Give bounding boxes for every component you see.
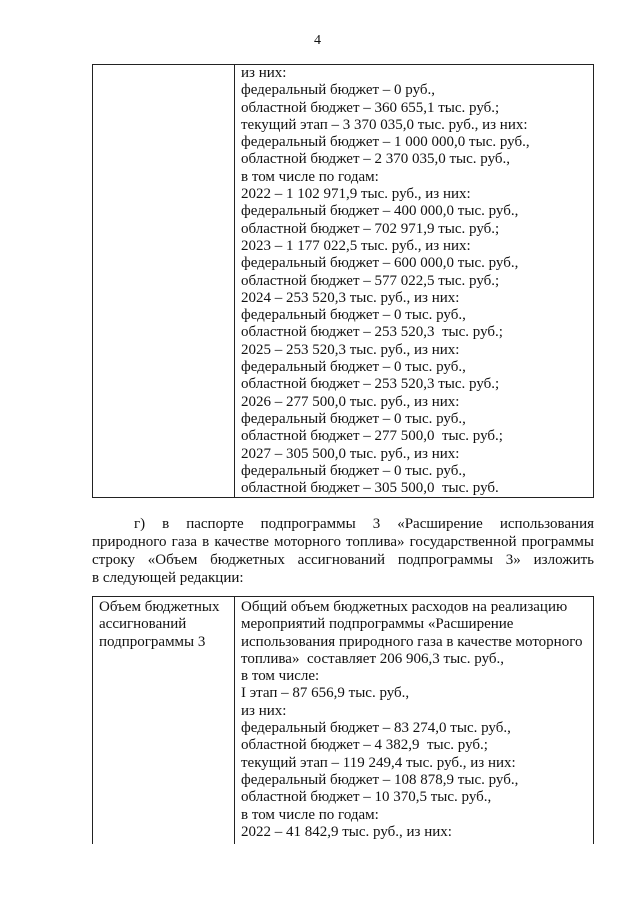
table-line: 2023 – 1 177 022,5 тыс. руб., из них: xyxy=(241,237,471,254)
table-line: из них: xyxy=(241,702,287,719)
table-line: 2022 – 1 102 971,9 тыс. руб., из них: xyxy=(241,186,471,203)
budget-table-continued xyxy=(92,64,594,498)
table-line: областной бюджет – 253 520,3 тыс. руб.; xyxy=(241,324,503,341)
table-line: текущий этап – 3 370 035,0 тыс. руб., из них: xyxy=(241,116,528,133)
table-line: федеральный бюджет – 0 тыс. руб., xyxy=(241,462,466,479)
table-line: текущий этап – 119 249,4 тыс. руб., из них: xyxy=(241,754,516,771)
table-line: 2024 – 253 520,3 тыс. руб., из них: xyxy=(241,289,460,306)
table-line: 2026 – 277 500,0 тыс. руб., из них: xyxy=(241,393,460,410)
paragraph-line: г) в паспорте подпрограммы 3 «Расширение использования xyxy=(134,516,594,532)
table-label-line: ассигнований xyxy=(99,616,187,633)
table-line: федеральный бюджет – 0 тыс. руб., xyxy=(241,359,466,376)
table2-left-cell xyxy=(93,597,235,845)
table-line: использования природного газа в качестве моторного xyxy=(241,633,583,650)
table-line: мероприятий подпрограммы «Расширение xyxy=(241,616,514,633)
table-line: Общий объем бюджетных расходов на реализацию xyxy=(241,599,568,615)
table1-left-cell xyxy=(93,65,235,498)
table-line: федеральный бюджет – 83 274,0 тыс. руб., xyxy=(241,720,511,737)
table-line: федеральный бюджет – 600 000,0 тыс. руб., xyxy=(241,255,519,272)
paragraph-line: в следующей редакции: xyxy=(92,570,244,586)
table-line: областной бюджет – 305 500,0 тыс. руб. xyxy=(241,480,499,497)
table-line: 2022 – 41 842,9 тыс. руб., из них: xyxy=(241,823,452,840)
table-label-line: подпрограммы 3 xyxy=(99,633,206,650)
paragraph-line: строку «Объем бюджетных ассигнований подпрограммы 3» изложить xyxy=(92,552,594,568)
table-line: областной бюджет – 277 500,0 тыс. руб.; xyxy=(241,428,503,445)
table-line: 2027 – 305 500,0 тыс. руб., из них: xyxy=(241,445,460,462)
table-line: областной бюджет – 577 022,5 тыс. руб.; xyxy=(241,272,500,289)
paragraph-line: природного газа в качестве моторного топлива» государственной программы xyxy=(92,534,594,550)
table2-right-cell xyxy=(235,597,594,845)
table-line: I этап – 87 656,9 тыс. руб., xyxy=(241,685,410,702)
table-line: областной бюджет – 10 370,5 тыс. руб., xyxy=(241,789,492,806)
table-line: федеральный бюджет – 0 тыс. руб., xyxy=(241,410,466,427)
table-line: областной бюджет – 702 971,9 тыс. руб.; xyxy=(241,220,500,237)
table-line: областной бюджет – 360 655,1 тыс. руб.; xyxy=(241,99,500,116)
page-number: 4 xyxy=(314,33,321,48)
table-line: 2025 – 253 520,3 тыс. руб., из них: xyxy=(241,341,460,358)
budget-allocation-table xyxy=(92,596,594,844)
table-line: федеральный бюджет – 0 тыс. руб., xyxy=(241,307,466,324)
table-line: в том числе по годам: xyxy=(241,168,379,185)
table1-right-cell xyxy=(235,65,594,498)
table-line: в том числе: xyxy=(241,668,320,685)
amendment-paragraph xyxy=(92,515,594,587)
table-line: федеральный бюджет – 108 878,9 тыс. руб., xyxy=(241,771,519,788)
table-line: топлива» составляет 206 906,3 тыс. руб., xyxy=(241,650,505,667)
table-line: областной бюджет – 253 520,3 тыс. руб.; xyxy=(241,376,500,393)
table-line: федеральный бюджет – 400 000,0 тыс. руб., xyxy=(241,203,519,220)
table-line: федеральный бюджет – 0 руб., xyxy=(241,82,436,99)
table-line: областной бюджет – 4 382,9 тыс. руб.; xyxy=(241,737,488,754)
table-line: в том числе по годам: xyxy=(241,806,379,823)
table-line: федеральный бюджет – 1 000 000,0 тыс. руб., xyxy=(241,134,530,151)
table-line: областной бюджет – 2 370 035,0 тыс. руб., xyxy=(241,151,511,168)
table-label-line: Объем бюджетных xyxy=(99,599,220,615)
table-line: из них: xyxy=(241,65,287,81)
